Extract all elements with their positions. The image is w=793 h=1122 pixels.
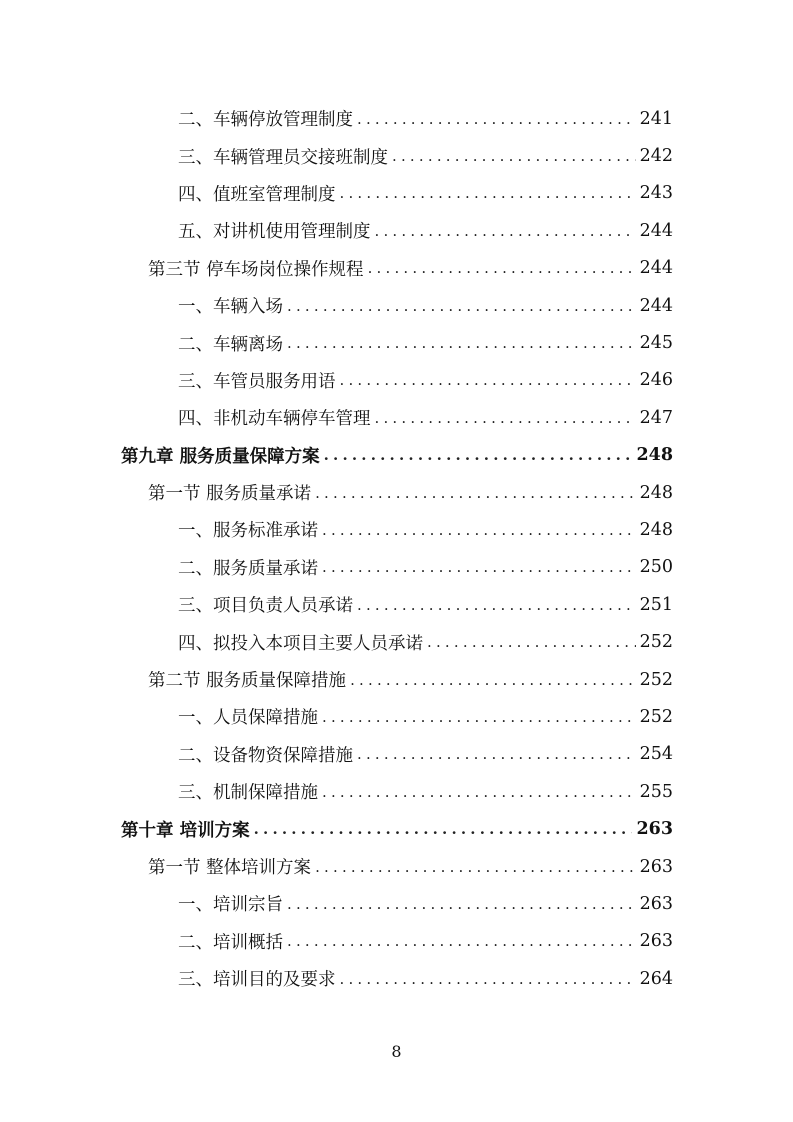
toc-entry-page: 250 [639,557,673,578]
toc-entry[interactable] [178,960,673,997]
dot-leader [287,895,636,913]
dot-leader [315,858,636,876]
toc-entry-page: 264 [639,968,673,989]
dot-leader [315,484,636,502]
dot-leader [368,259,636,277]
dot-leader [357,596,636,614]
page-number: 8 [391,1042,402,1061]
toc-entry[interactable] [178,212,673,249]
toc-entry-label: 一、服务标准承诺 [178,517,322,542]
dot-leader [350,671,636,689]
dot-leader [340,371,636,389]
toc-entry-label: 第三节 停车场岗位操作规程 [148,256,368,281]
toc-entry-page: 252 [639,706,673,727]
dot-leader [287,297,636,315]
toc-entry-label: 第九章 服务质量保障方案 [121,443,324,468]
toc-entry[interactable] [178,549,673,586]
toc-entry-label: 二、车辆停放管理制度 [178,106,357,131]
dot-leader [340,184,636,202]
dot-leader [357,110,636,128]
toc-entry-page: 243 [639,183,673,204]
toc-entry[interactable] [178,100,673,137]
toc-entry-page: 255 [639,781,673,802]
dot-leader [322,783,636,801]
toc-entry-label: 二、设备物资保障措施 [178,742,357,767]
toc-entry-page: 263 [636,819,673,840]
dot-leader [357,745,636,763]
toc-entry[interactable] [178,698,673,735]
toc-entry-label: 一、人员保障措施 [178,704,322,729]
toc-entry-page: 252 [639,669,673,690]
toc-section-entry[interactable] [148,848,673,885]
toc-entry-page: 263 [639,856,673,877]
toc-entry-page: 251 [639,594,673,615]
dot-leader [254,820,633,838]
toc-entry-label: 三、车辆管理员交接班制度 [178,144,392,169]
toc-entry-page: 254 [639,744,673,765]
toc-entry-label: 三、车管员服务用语 [178,368,340,393]
toc-entry[interactable] [178,287,673,324]
toc-entry-label: 一、培训宗旨 [178,891,287,916]
toc-entry-page: 252 [639,632,673,653]
toc-entry[interactable] [178,885,673,922]
dot-leader [287,334,636,352]
toc-entry[interactable] [178,586,673,623]
toc-entry-label: 第十章 培训方案 [121,817,254,842]
toc-entry-label: 四、值班室管理制度 [178,181,340,206]
toc-section-entry[interactable] [148,661,673,698]
toc-entry-label: 三、项目负责人员承诺 [178,592,357,617]
toc-entry-label: 第一节 服务质量承诺 [148,480,315,505]
toc-entry[interactable] [178,362,673,399]
toc-entry-label: 第一节 整体培训方案 [148,854,315,879]
toc-entry-label: 四、非机动车辆停车管理 [178,405,375,430]
dot-leader [375,409,636,427]
toc-entry-label: 四、拟投入本项目主要人员承诺 [178,630,427,655]
dot-leader [322,521,636,539]
dot-leader [324,446,633,464]
toc-entry-label: 三、机制保障措施 [178,779,322,804]
toc-entry-page: 248 [639,519,673,540]
toc-entry-page: 248 [639,482,673,503]
toc-chapter-entry[interactable] [121,810,673,847]
toc-section-entry[interactable] [148,474,673,511]
toc-entry-page: 244 [639,220,673,241]
toc-chapter-entry[interactable] [121,437,673,474]
toc-entry-label: 五、对讲机使用管理制度 [178,218,375,243]
toc-entry-page: 244 [639,258,673,279]
toc-entry[interactable] [178,773,673,810]
toc-entry[interactable] [178,324,673,361]
table-of-contents [0,100,793,997]
toc-entry[interactable] [178,399,673,436]
toc-entry-label: 一、车辆入场 [178,293,287,318]
dot-leader [287,932,636,950]
toc-entry-label: 二、车辆离场 [178,331,287,356]
dot-leader [322,558,636,576]
toc-section-entry[interactable] [148,250,673,287]
dot-leader [392,147,636,165]
toc-entry-page: 248 [636,445,673,466]
toc-entry[interactable] [178,137,673,174]
dot-leader [322,708,636,726]
toc-entry[interactable] [178,923,673,960]
toc-entry-label: 三、培训目的及要求 [178,966,340,991]
toc-entry[interactable] [178,175,673,212]
toc-entry-page: 242 [639,146,673,167]
toc-entry-page: 247 [639,407,673,428]
toc-entry-label: 二、服务质量承诺 [178,555,322,580]
dot-leader [375,222,636,240]
toc-entry-label: 二、培训概括 [178,929,287,954]
toc-entry-page: 241 [639,108,673,129]
toc-entry[interactable] [178,736,673,773]
toc-entry[interactable] [178,623,673,660]
toc-entry[interactable] [178,511,673,548]
toc-entry-page: 244 [639,295,673,316]
toc-entry-label: 第二节 服务质量保障措施 [148,667,350,692]
dot-leader [427,633,636,651]
toc-entry-page: 246 [639,370,673,391]
dot-leader [340,970,636,988]
toc-entry-page: 263 [639,931,673,952]
toc-entry-page: 245 [639,333,673,354]
toc-entry-page: 263 [639,893,673,914]
